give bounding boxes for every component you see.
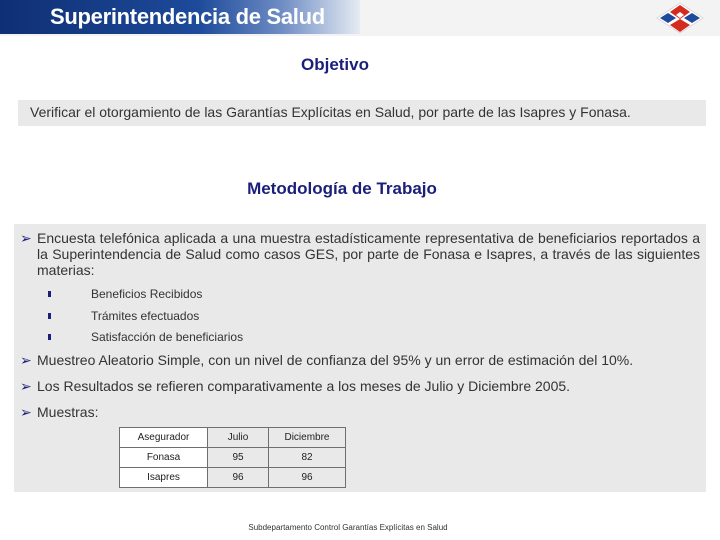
- table-header-cell: Julio: [208, 428, 269, 448]
- chilean-flag-shield-icon: [656, 2, 704, 34]
- arrow-bullet-icon: ➢: [20, 352, 32, 368]
- table-cell: 96: [269, 468, 346, 488]
- square-bullet-icon: [48, 334, 51, 340]
- brand-name: Superintendencia de Salud: [50, 4, 325, 29]
- table-cell: Isapres: [120, 468, 208, 488]
- bullet-text: Los Resultados se refieren comparativamente a los meses de Julio y Diciembre 2005.: [37, 378, 571, 394]
- sub-item: [48, 287, 202, 301]
- bullet-text: Encuesta telefónica aplicada a una muestra estadísticamente representativa de beneficiarios reportados a la Superintendencia de Salud como casos GES, por parte de Fonasa e Isapres, a través de las siguientes materias:: [37, 230, 700, 278]
- bullet-muestreo: [20, 352, 700, 368]
- sub-item: [48, 309, 199, 323]
- metodologia-title: Metodología de Trabajo: [247, 179, 437, 198]
- table-cell: 95: [208, 448, 269, 468]
- sub-item: [48, 330, 243, 344]
- table-header-cell: Diciembre: [269, 428, 346, 448]
- square-bullet-icon: [48, 313, 51, 319]
- arrow-bullet-icon: ➢: [20, 404, 32, 420]
- footer-text: Subdepartamento Control Garantías Explícitas en Salud: [248, 523, 448, 532]
- muestras-table: [119, 427, 346, 488]
- table-row: [120, 448, 346, 468]
- bullet-muestras: [20, 404, 700, 420]
- square-bullet-icon: [48, 291, 51, 297]
- table-cell: Fonasa: [120, 448, 208, 468]
- metodologia-panel: [14, 224, 706, 492]
- bullet-text: Muestreo Aleatorio Simple, con un nivel de confianza del 95% y un error de estimación del 10%.: [37, 352, 634, 368]
- arrow-bullet-icon: ➢: [20, 378, 32, 394]
- bullet-text: Muestras:: [37, 404, 99, 420]
- header-bar: [0, 0, 720, 36]
- sub-item-text: Satisfacción de beneficiarios: [91, 330, 244, 344]
- brand-banner: [0, 0, 360, 34]
- table-row: [120, 468, 346, 488]
- objetivo-text: Verificar el otorgamiento de las Garantías Explícitas en Salud, por parte de las Isapres y Fonasa.: [18, 100, 706, 126]
- table-header-cell: Asegurador: [120, 428, 208, 448]
- bullet-encuesta: [20, 230, 700, 278]
- sub-item-text: Trámites efectuados: [91, 309, 200, 323]
- arrow-bullet-icon: ➢: [20, 230, 32, 246]
- objetivo-title: Objetivo: [300, 55, 369, 74]
- table-cell: 96: [208, 468, 269, 488]
- bullet-resultados: [20, 378, 700, 394]
- sub-item-text: Beneficios Recibidos: [91, 287, 203, 301]
- table-header-row: [120, 428, 346, 448]
- table-cell: 82: [269, 448, 346, 468]
